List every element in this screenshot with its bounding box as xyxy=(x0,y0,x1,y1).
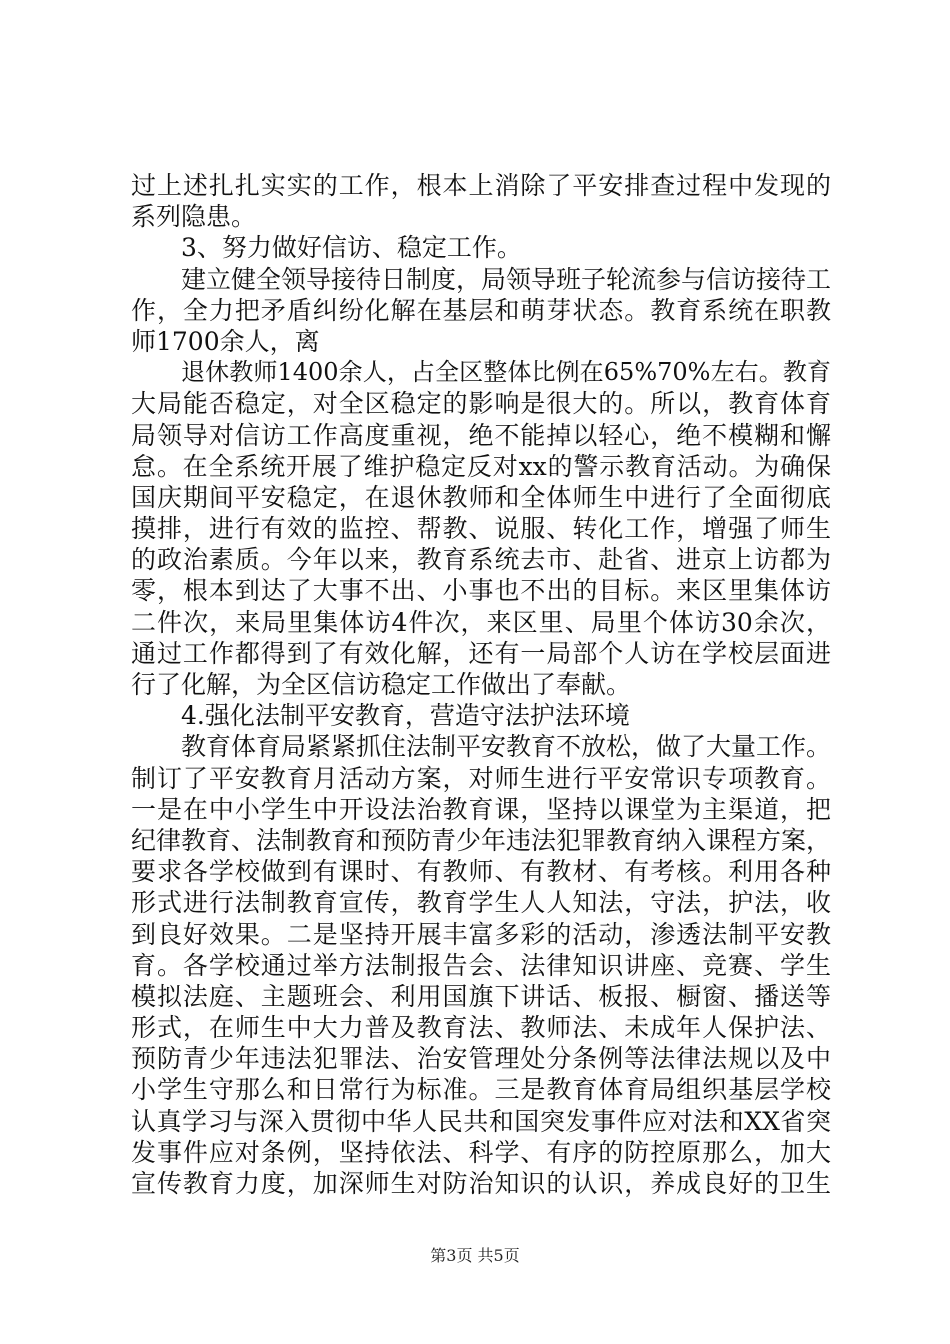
text-line: 育。各学校通过举方法制报告会、法律知识讲座、竞赛、学生 xyxy=(131,950,831,980)
text-line: 局领导对信访工作高度重视，绝不能掉以轻心，绝不模糊和懈 xyxy=(131,420,831,450)
text-line: 的政治素质。今年以来，教育系统去市、赴省、进京上访都为 xyxy=(131,545,831,575)
text-line: 纪律教育、法制教育和预防青少年违法犯罪教育纳入课程方案， xyxy=(131,825,832,855)
text-line: 退休教师1400余人，占全区整体比例在65%70%左右。教育 xyxy=(181,358,831,387)
text-line: 形式进行法制教育宣传，教育学生人人知法，守法，护法，收 xyxy=(131,888,831,918)
text-line: 国庆期间平安稳定，在退休教师和全体师生中进行了全面彻底 xyxy=(131,482,831,512)
text-line: 行了化解，为全区信访稳定工作做出了奉献。 xyxy=(131,670,632,699)
text-line: 3、努力做好信访、稳定工作。 xyxy=(181,233,522,263)
text-line: 摸排，进行有效的监控、帮教、说服、转化工作，增强了师生 xyxy=(131,514,831,544)
text-line: 一是在中小学生中开设法治教育课，坚持以课堂为主渠道，把 xyxy=(131,794,831,824)
text-line: 4.强化法制平安教育，营造守法护法环境 xyxy=(181,701,630,731)
text-line: 认真学习与深入贯彻中华人民共和国突发事件应对法和XX省突 xyxy=(131,1106,831,1136)
text-line: 宣传教育力度，加深师生对防治知识的认识，养成良好的卫生 xyxy=(131,1169,831,1198)
text-line: 建立健全领导接待日制度，局领导班子轮流参与信访接待工 xyxy=(181,264,832,294)
page-footer: 第3页 共5页 xyxy=(430,1246,520,1265)
text-line: 模拟法庭、主题班会、利用国旗下讲话、板报、橱窗、播送等 xyxy=(131,981,831,1011)
text-line: 师1700余人，离 xyxy=(131,326,320,356)
text-line: 通过工作都得到了有效化解，还有一局部个人访在学校层面进 xyxy=(131,638,831,668)
text-line: 到良好效果。二是坚持开展丰富多彩的活动，渗透法制平安教 xyxy=(131,919,831,949)
text-line: 过上述扎扎实实的工作，根本上消除了平安排查过程中发现的 xyxy=(131,171,831,200)
text-line: 发事件应对条例，坚持依法、科学、有序的防控原那么，加大 xyxy=(131,1137,831,1167)
document-body xyxy=(131,170,831,1199)
text-line: 预防青少年违法犯罪法、治安管理处分条例等法律法规以及中 xyxy=(131,1044,831,1074)
text-line: 形式，在师生中大力普及教育法、教师法、未成年人保护法、 xyxy=(131,1013,831,1043)
text-line: 小学生守那么和日常行为标准。三是教育体育局组织基层学校 xyxy=(131,1075,831,1105)
text-line: 零，根本到达了大事不出、小事也不出的目标。来区里集体访 xyxy=(131,576,831,606)
text-line: 二件次，来局里集体访4件次，来区里、局里个体访30余次， xyxy=(131,607,831,637)
text-line: 系列隐患。 xyxy=(131,202,257,232)
text-line: 作，全力把矛盾纠纷化解在基层和萌芽状态。教育系统在职教 xyxy=(131,295,831,325)
text-line: 教育体育局紧紧抓住法制平安教育不放松，做了大量工作。 xyxy=(181,732,832,762)
text-line: 要求各学校做到有课时、有教师、有教材、有考核。利用各种 xyxy=(131,857,831,887)
text-line: 制订了平安教育月活动方案，对师生进行平安常识专项教育。 xyxy=(131,763,831,793)
text-line: 大局能否稳定，对全区稳定的影响是很大的。所以，教育体育 xyxy=(131,389,831,419)
text-line: 怠。在全系统开展了维护稳定反对xx的警示教育活动。为确保 xyxy=(131,451,831,481)
